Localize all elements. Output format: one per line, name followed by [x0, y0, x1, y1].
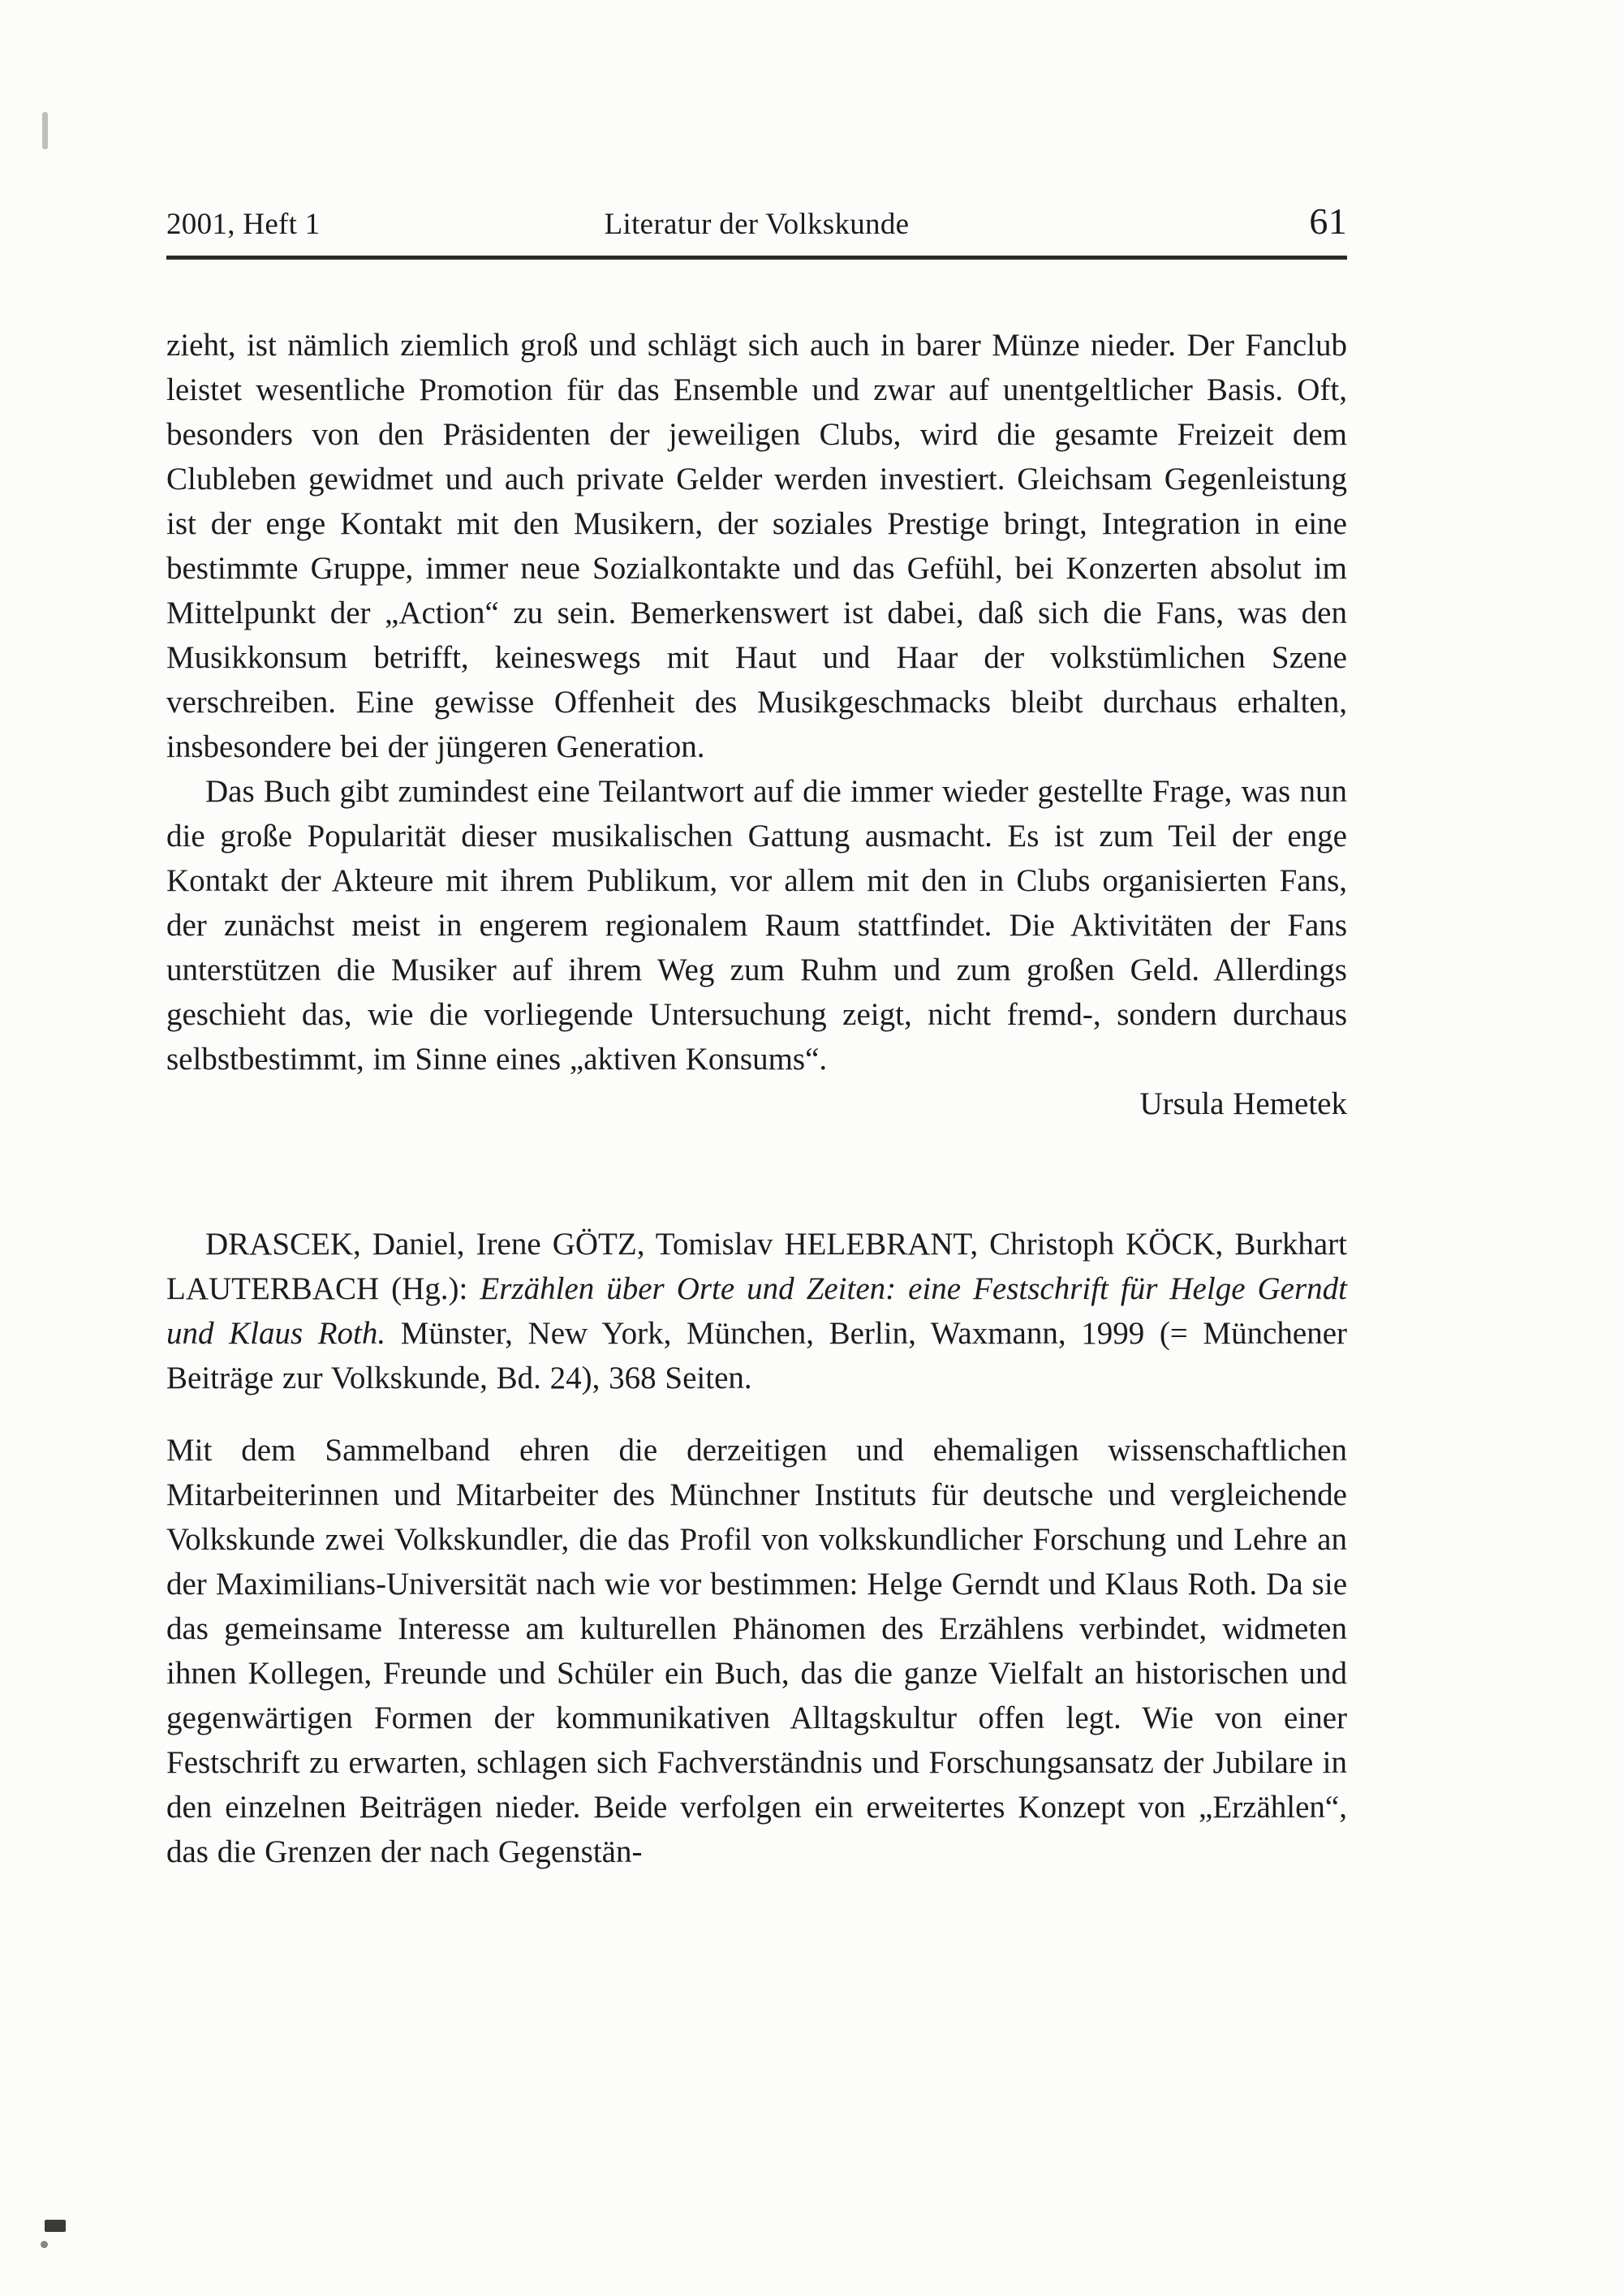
paragraph-fanclub-continuation: zieht, ist nämlich ziemlich groß und schlägt sich auch in barer Münze nieder. Der Fanclub leistet wesentliche Promotion für das Ensemble und zwar auf unentgeltlicher Basis. Oft, besonders von den Präsidenten der jeweiligen Clubs, wird die gesamte Freizeit dem Clubleben gewidmet und auch private Gelder werden investiert. Gleichsam Gegenleistung ist der enge Kontakt mit den Musikern, der soziales Prestige bringt, Integration in eine bestimmte Gruppe, immer neue Sozialkontakte und das Gefühl, bei Konzerten absolut im Mittelpunkt der „Action“ zu sein. Bemerkenswert ist dabei, daß sich die Fans, was den Musikkonsum betrifft, keineswegs mit Haut und Haar der volkstümlichen Szene verschreiben. Eine gewisse Offenheit des Musikgeschmacks bleibt durchaus erhalten, insbesondere bei der jüngeren Generation. — [166, 328, 1347, 764]
journal-page — [166, 200, 1347, 1874]
citation-book-title: Erzählen über Orte und Zeiten: eine Festschrift für Helge Gerndt und Klaus Roth. — [166, 1271, 1347, 1351]
page-number: 61 — [1309, 200, 1347, 242]
paragraph-sammelband: Mit dem Sammelband ehren die derzeitigen und ehemaligen wissenschaftlichen Mitarbeiterinnen und Mitarbeiter des Münchner Instituts für deutsche und vergleichende Volkskunde zwei Volkskundler, die das Profil von volkskundlicher Forschung und Lehre an der Maximilians-Universität nach wie vor bestimmen: Helge Gerndt und Klaus Roth. Da sie das gemeinsame Interesse am kulturellen Phänomen des Erzählens verbindet, widmeten ihnen Kollegen, Freunde und Schüler ein Buch, das die ganze Vielfalt an historischen und gegenwärtigen Formen der kommunikativen Alltagskultur offen legt. Wie von einer Festschrift zu erwarten, schlagen sich Fachverständnis und Forschungsansatz der Jubilare in den einzelnen Beiträgen nieder. Beide verfolgen ein erweitertes Konzept von „Erzählen“, das die Grenzen der nach Gegenstän- — [166, 1433, 1347, 1869]
review-hemetek — [166, 323, 1347, 1126]
reviewer-signature: Ursula Hemetek — [1139, 1086, 1347, 1121]
citation-authors: DRASCEK, Daniel, Irene GÖTZ, Tomislav HELEBRANT, Christoph KÖCK, Burkhart LAUTERBACH (Hg.): — [166, 1227, 1347, 1306]
issue-label: 2001, Heft 1 — [166, 208, 321, 241]
scan-artifact — [41, 2241, 48, 2248]
scan-artifact — [45, 2220, 66, 2232]
citation-imprint: Münster, New York, München, Berlin, Waxmann, 1999 (= Münchener Beiträge zur Volkskunde, Bd. 24), 368 Seiten. — [166, 1316, 1347, 1395]
journal-running-title: Literatur der Volkskunde — [604, 208, 910, 241]
book-citation — [166, 1222, 1347, 1400]
scan-artifact — [42, 112, 48, 149]
review-drascek — [166, 1222, 1347, 1874]
paragraph-teilantwort: Das Buch gibt zumindest eine Teilantwort auf die immer wieder gestellte Frage, was nun die große Popularität dieser musikalischen Gattung ausmacht. Es ist zum Teil der enge Kontakt der Akteure mit ihrem Publikum, vor allem mit den in Clubs organisierten Fans, der zunächst meist in engerem regionalem Raum stattfindet. Die Aktivitäten der Fans unterstützen die Musiker auf ihrem Weg zum Ruhm und zum großen Geld. Allerdings geschieht das, wie die vorliegende Untersuchung zeigt, nicht fremd-, sondern durchaus selbstbestimmt, im Sinne eines „aktiven Konsums“. — [166, 774, 1347, 1077]
header-rule — [166, 256, 1347, 260]
page-header — [166, 200, 1347, 243]
